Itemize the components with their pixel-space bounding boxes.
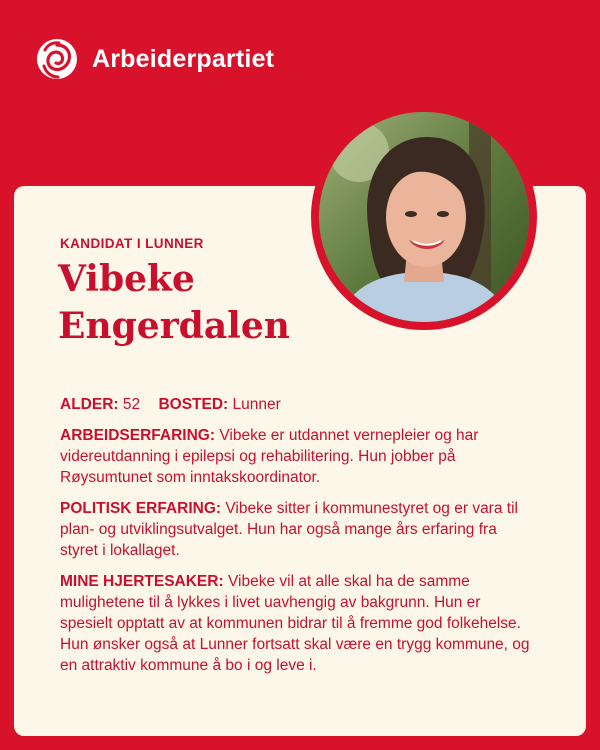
section-heading: POLITISK ERFARING: [60,500,222,517]
candidate-first-name: Vibeke [58,258,195,300]
residence-label: BOSTED: [158,396,229,413]
candidate-portrait [311,104,537,330]
section-heading: ARBEIDSERFARING: [60,427,216,444]
candidate-details [60,394,530,686]
candidate-last-name: Engerdalen [58,305,290,347]
age-value: 52 [122,396,141,413]
section-text: Vibeke er utdannet vernepleier og har videreutdanning i epilepsi og rehabilitering. Hun jobber på Røysumtunet som inntakskoordinator. [60,427,479,486]
header [36,36,274,82]
residence-value: Lunner [232,396,281,413]
age-label: ALDER: [60,396,119,413]
political-experience-section [60,498,530,561]
brand-name: Arbeiderpartiet [92,44,275,73]
candidate-name [58,256,290,350]
candidate-label: KANDIDAT I LUNNER [60,236,204,251]
rose-logo-icon [36,36,78,82]
section-text: Vibeke sitter i kommunestyret og er vara til plan- og utviklingsutvalget. Hun har også mange års erfaring fra styret i lokallaget. [60,500,518,559]
candidate-facts [60,394,530,415]
priorities-section [60,571,530,676]
section-text: Vibeke vil at alle skal ha de samme mulighetene til å lykkes i livet uavhengig av bakgrunn. Hun er spesielt opptatt av at kommunen bidrar til å fremme god folkehelse. Hun ønsker også at Lunner fortsatt skal være en trygg kommune, og en attraktiv kommune å bo i og leve i. [60,573,530,674]
work-experience-section [60,425,530,488]
section-heading: MINE HJERTESAKER: [60,573,224,590]
